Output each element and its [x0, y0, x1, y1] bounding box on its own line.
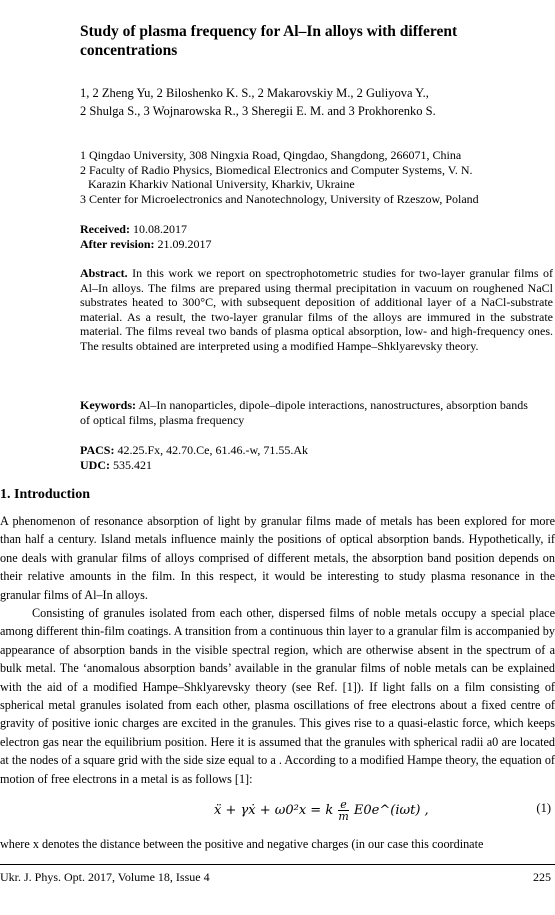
paper-title: Study of plasma frequency for Al–In alloys with different concentrations [80, 23, 458, 59]
revision-date [80, 237, 212, 252]
paragraph-2: Consisting of granules isolated from each other, dispersed films of noble metals occupy a special place among different thin-film coatings. A transition from a continuous thin layer to a granular film is accompanied by appearance of absorption bands in the visible spectral region, which are otherwise absent in the spectrum of a bulk metal. The ‘anomalous absorption bands’ available in the granular films of noble metals can be explained with the aid of a modified Hampe–Shklyarevsky theory (see Ref. [1]). If light falls on a film consisting of spherical metal granules isolated from each other, plasma oscillations of free electrons about a fixed centre of gravity of positive ionic charges are excited in the granules. This gives rise to a quasi-elastic force, which keeps electron gas near the equilibrium position. Here it is assumed that the granules with spherical radii a0 are located at the nodes of a square grid with the side size equal to a . According to a modified Hampe theory, the equation of motion of free electrons in a metal is as follows [1]: [0, 606, 555, 786]
fraction-denominator: m [338, 810, 349, 823]
pacs-line [80, 443, 308, 458]
equation-1 [0, 793, 555, 827]
footer-divider [0, 864, 555, 865]
pacs-label: PACS: [80, 443, 115, 457]
author-list [80, 84, 530, 120]
affiliation-1: 1 Qingdao University, 308 Ningxia Road, Qingdao, Shangdong, 266071, China [80, 148, 462, 162]
page-number: 225 [533, 870, 551, 884]
udc-label: UDC: [80, 458, 110, 472]
affiliation-2-continued: Karazin Kharkiv National University, Kharkiv, Ukraine [88, 177, 355, 191]
pacs-text: 42.25.Fx, 42.70.Ce, 61.46.-w, 71.55.Ak [117, 443, 309, 457]
abstract-label: Abstract. [80, 266, 128, 280]
received-date [80, 222, 212, 237]
abstract-text: In this work we report on spectrophotometric studies for two-layer granular films of Al–In alloys. The films are prepared using thermal precipitation in vacuum on roughened NaCl substrates heated to 300°C, with subsequent deposition of additional layer of a NaCl-substrate material. As a result, the two-layer granular films of the alloys are immured in the substrate material. The films reveal two bands of plasma optical absorption, low- and high-frequency ones. The results obtained are interpreted using a modified Hampe–Shklyarevsky theory. [80, 266, 554, 353]
text-after-equation: where x denotes the distance between the positive and negative charges (in our case this coordinate [0, 837, 484, 851]
received-label: Received: [80, 222, 130, 236]
abstract [80, 266, 553, 354]
section-heading: 1. Introduction [0, 487, 90, 502]
equation-right: E0e^(iωt) , [353, 803, 429, 818]
equation-left: ẍ + γẋ + ω0²x = k [214, 803, 334, 818]
revision-label: After revision: [80, 237, 155, 251]
journal-citation: Ukr. J. Phys. Opt. 2017, Volume 18, Issue 4 [0, 870, 210, 884]
affiliation-2: 2 Faculty of Radio Physics, Biomedical Electronics and Computer Systems, V. N. [80, 162, 473, 177]
classification-codes [80, 443, 308, 473]
paragraph-1: A phenomenon of resonance absorption of light by granular films made of metals has been explored for more than half a century. Island metals influence mainly the positions of optical absorption bands. Hypothetically, if one deals with granular films of alloys comprised of different metals, the absorption band position depends on their relative amounts in the film. In this respect, it would be interesting to study plasma resonance in the granular films of Al–In alloys. [0, 514, 555, 602]
keywords [80, 398, 540, 427]
keywords-label: Keywords: [80, 398, 136, 412]
equation-fraction [338, 799, 348, 822]
udc-line [80, 458, 308, 473]
submission-dates [80, 222, 212, 252]
equation-number: (1) [536, 801, 551, 815]
affiliation-3: 3 Center for Microelectronics and Nanotechnology, University of Rzeszow, Poland [80, 191, 479, 206]
revision-value: 21.09.2017 [157, 237, 212, 251]
received-value: 10.08.2017 [132, 222, 187, 236]
authors-line-1: 1, 2 Zheng Yu, 2 Biloshenko K. S., 2 Makarovskiy M., 2 Guliyova Y., [80, 86, 429, 100]
fraction-numerator: e [340, 798, 347, 811]
affiliations [80, 148, 550, 206]
authors-line-2: 2 Shulga S., 3 Wojnarowska R., 3 Sheregii E. M. and 3 Prokhorenko S. [80, 104, 436, 118]
keywords-text: Al–In nanoparticles, dipole–dipole interactions, nanostructures, absorption bands of optical films, plasma frequency [80, 398, 528, 427]
udc-text: 535.421 [113, 458, 152, 472]
introduction-body [0, 512, 555, 788]
equation-expression [214, 799, 429, 822]
